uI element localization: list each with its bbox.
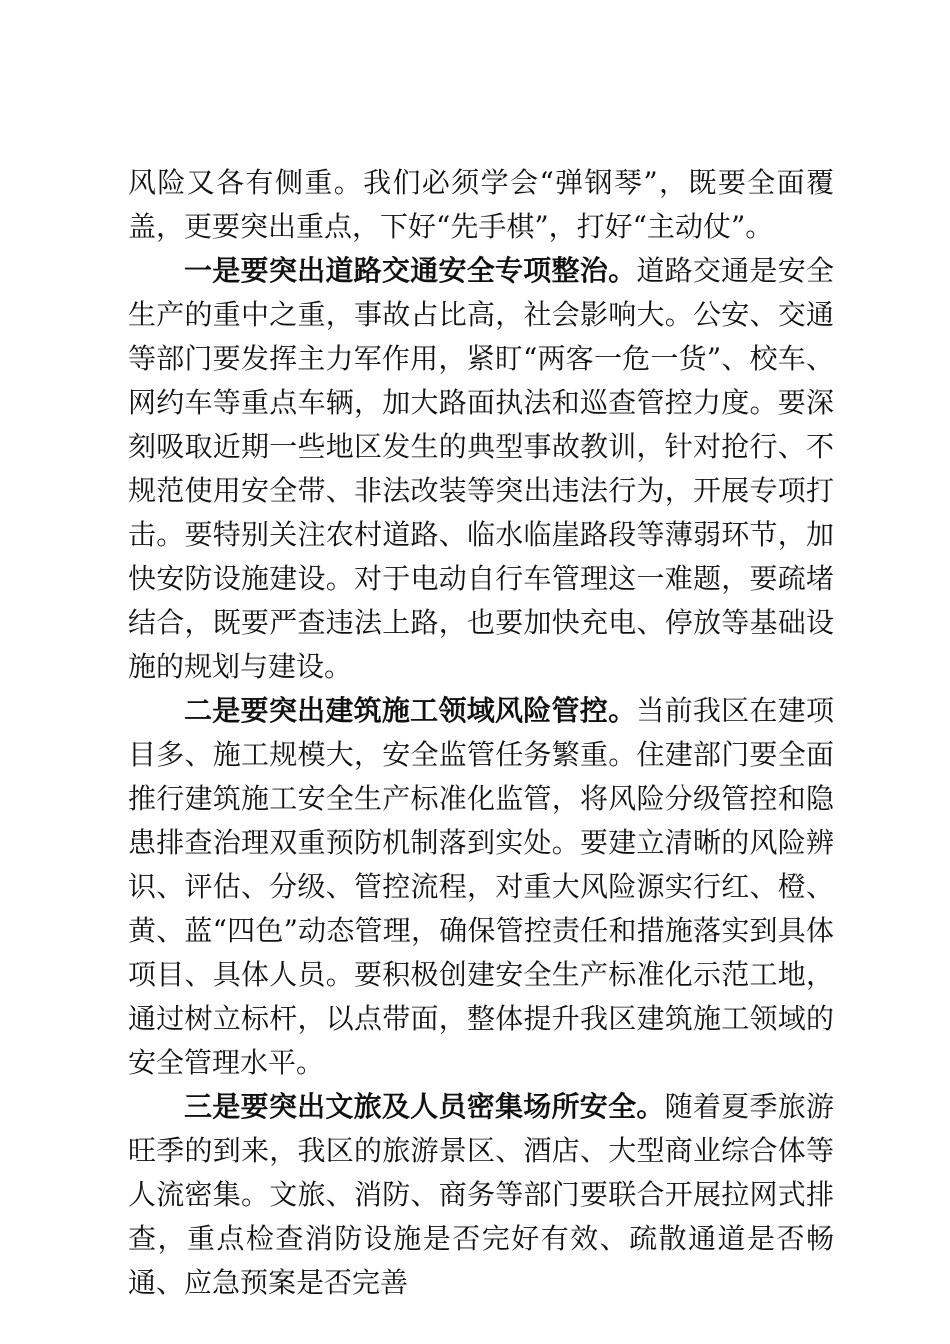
- document-body: [128, 161, 834, 1305]
- paragraph-text: 风险又各有侧重。我们必须学会“弹钢琴”，既要全面覆盖，更要突出重点，下好“先手棋”，打好“主动仗”。: [128, 166, 834, 243]
- paragraph-construction: [128, 689, 834, 1085]
- paragraph-text: 随着夏季旅游旺季的到来，我区的旅游景区、酒店、大型商业综合体等人流密集。文旅、消防、商务等部门要联合开展拉网式排查，重点检查消防设施是否完好有效、疏散通道是否畅通、应急预案是否完善: [128, 1090, 834, 1299]
- paragraph-text: 当前我区在建项目多、施工规模大，安全监管任务繁重。住建部门要全面推行建筑施工安全生产标准化监管，将风险分级管控和隐患排查治理双重预防机制落到实处。要建立清晰的风险辨识、评估、分级、管控流程，对重大风险源实行红、橙、黄、蓝“四色”动态管理，确保管控责任和措施落实到具体项目、具体人员。要积极创建安全生产标准化示范工地，通过树立标杆，以点带面，整体提升我区建筑施工领域的安全管理水平。: [128, 694, 834, 1079]
- paragraph-heading: 三是要突出文旅及人员密集场所安全。: [184, 1090, 665, 1123]
- paragraph-road-traffic: [128, 249, 834, 689]
- paragraph-continuation: [128, 161, 834, 249]
- paragraph-text: 道路交通是安全生产的重中之重，事故占比高，社会影响大。公安、交通等部门要发挥主力军作用，紧盯“两客一危一货”、校车、网约车等重点车辆，加大路面执法和巡查管控力度。要深刻吸取近期一些地区发生的典型事故教训，针对抢行、不规范使用安全带、非法改装等突出违法行为，开展专项打击。要特别关注农村道路、临水临崖路段等薄弱环节，加快安防设施建设。对于电动自行车管理这一难题，要疏堵结合，既要严查违法上路，也要加快充电、停放等基础设施的规划与建设。: [128, 254, 834, 683]
- paragraph-heading: 一是要突出道路交通安全专项整治。: [184, 254, 637, 287]
- paragraph-heading: 二是要突出建筑施工领域风险管控。: [184, 694, 637, 727]
- paragraph-tourism: [128, 1085, 834, 1305]
